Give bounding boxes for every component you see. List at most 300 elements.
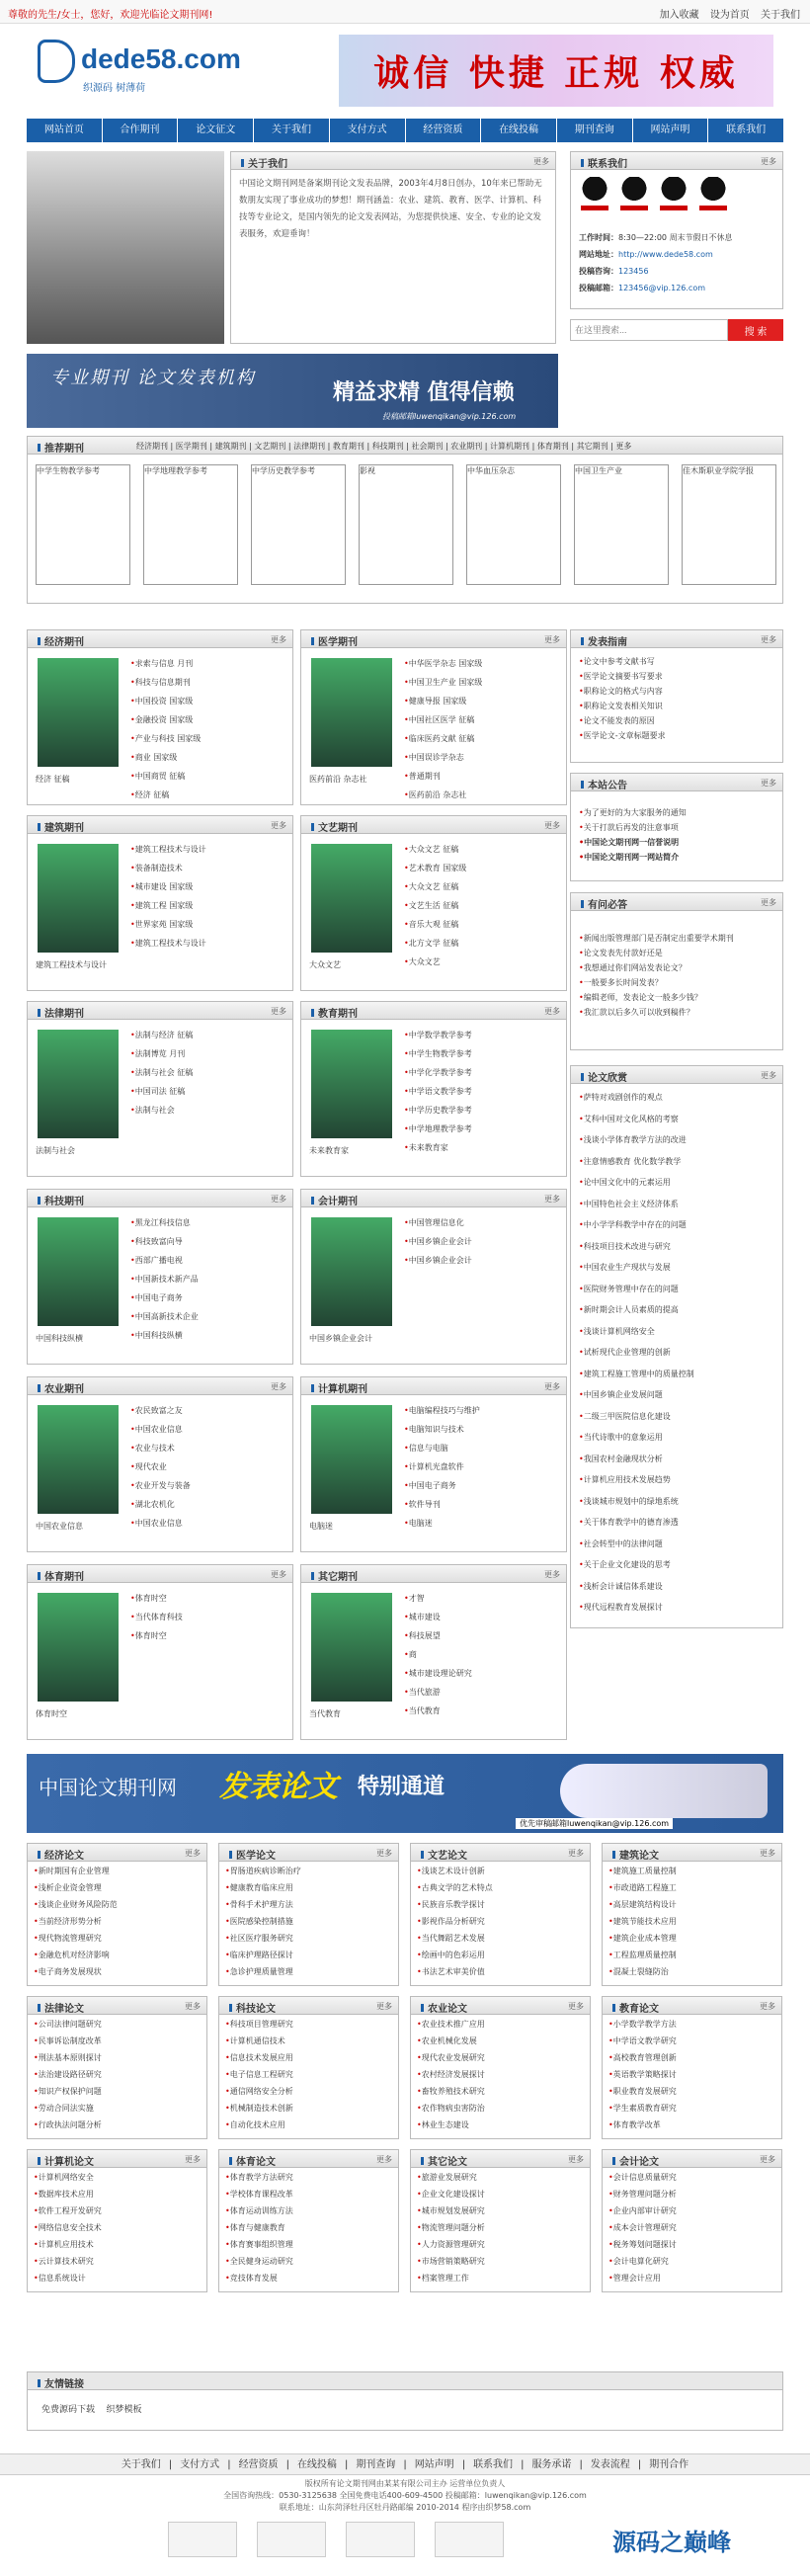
rec-tab[interactable]: 医学期刊 <box>175 442 207 451</box>
journal-item[interactable]: • 建筑工程技术与设计 <box>130 844 286 863</box>
rec-tab[interactable]: 建筑期刊 <box>214 442 247 451</box>
column-more[interactable]: 更多 <box>376 1849 392 1858</box>
notice-item[interactable]: • 关于打款后再发的注意事项 <box>579 822 776 837</box>
journal-item[interactable]: • 中国农业信息 <box>130 1518 286 1537</box>
journal-item[interactable]: • 科技展望 <box>404 1630 560 1649</box>
journal-cover[interactable] <box>311 658 392 767</box>
journal-item[interactable]: • 文艺生活 征稿 <box>404 900 560 919</box>
journal-item[interactable]: • 中国卫生产业 国家级 <box>404 677 560 696</box>
column-more[interactable]: 更多 <box>568 2002 584 2011</box>
journal-item[interactable]: • 商 <box>404 1649 560 1668</box>
journal-item[interactable]: • 产业与科技 国家级 <box>130 733 286 752</box>
article-item[interactable]: • 计算机通信技术 <box>225 2036 392 2052</box>
nav-home[interactable]: 网站首页 <box>27 119 103 142</box>
footer-nav-link[interactable]: 服务承诺 <box>531 2459 572 2470</box>
qq-penguin-icon[interactable] <box>620 177 648 210</box>
article-item[interactable]: • 网络信息安全技术 <box>34 2222 201 2239</box>
footer-nav-link[interactable]: 期刊查询 <box>356 2459 396 2470</box>
article-item[interactable]: • 旅游业发展研究 <box>417 2172 584 2189</box>
journal-cover[interactable] <box>38 1217 119 1326</box>
journal-item[interactable]: • 健康导报 国家级 <box>404 696 560 714</box>
qq-icons[interactable] <box>581 177 778 214</box>
article-item[interactable]: • 浅谈艺术设计创新 <box>417 1866 584 1882</box>
article-item[interactable]: • 行政执法问题分析 <box>34 2119 201 2136</box>
essay-item[interactable]: • 浅谈城市规划中的绿地系统 <box>579 1496 776 1518</box>
faq-item[interactable]: • 新闻出版管理部门是否制定出重要学术期刊 <box>579 933 776 948</box>
journal-item[interactable]: • 中国高新技术企业 <box>130 1311 286 1330</box>
rec-thumb[interactable]: 中华血压杂志 <box>466 464 561 585</box>
footer-nav-link[interactable]: 关于我们 <box>121 2459 161 2470</box>
footer-nav-link[interactable]: 联系我们 <box>473 2459 514 2470</box>
journal-item[interactable]: • 中国投资 国家级 <box>130 696 286 714</box>
journal-item[interactable]: • 中学地理教学参考 <box>404 1123 560 1142</box>
footer-nav-link[interactable]: 期刊合作 <box>649 2459 689 2470</box>
rec-thumb[interactable]: 中学地理教学参考 <box>143 464 238 585</box>
article-item[interactable]: • 财务管理问题分析 <box>608 2189 775 2205</box>
guide-more[interactable]: 更多 <box>761 635 776 644</box>
site-url[interactable]: http://www.dede58.com <box>618 250 713 259</box>
category-more[interactable]: 更多 <box>544 1382 560 1391</box>
mail-address[interactable]: 123456@vip.126.com <box>618 284 706 292</box>
essay-item[interactable]: • 医院财务管理中存在的问题 <box>579 1284 776 1305</box>
essay-item[interactable]: • 关于体育教学中的德育渗透 <box>579 1517 776 1538</box>
guide-item[interactable]: • 论文不能发表的原因 <box>579 715 776 730</box>
essay-item[interactable]: • 我国农村金融现状分析 <box>579 1454 776 1475</box>
journal-item[interactable]: • 音乐大观 征稿 <box>404 919 560 938</box>
rec-tab[interactable]: 教育期刊 <box>332 442 364 451</box>
cover-caption[interactable]: 当代教育 <box>309 1709 341 1718</box>
essay-item[interactable]: • 二级三甲医院信息化建设 <box>579 1411 776 1433</box>
faq-item[interactable]: • 我想通过你们网站发表论文？ <box>579 962 776 977</box>
nav-partner[interactable]: 合作期刊 <box>103 119 179 142</box>
contact-more[interactable]: 更多 <box>761 157 776 166</box>
nav-about[interactable]: 关于我们 <box>254 119 330 142</box>
faq-item[interactable]: • 一般要多长时间发表？ <box>579 977 776 992</box>
journal-item[interactable]: • 科技致富向导 <box>130 1236 286 1255</box>
journal-item[interactable]: • 世界家苑 国家级 <box>130 919 286 938</box>
journal-item[interactable]: • 中国电子商务 <box>130 1292 286 1311</box>
journal-item[interactable]: • 电脑编程技巧与维护 <box>404 1405 560 1424</box>
category-more[interactable]: 更多 <box>544 1007 560 1016</box>
essay-item[interactable]: • 社会转型中的法律问题 <box>579 1538 776 1560</box>
article-item[interactable]: • 软件工程开发研究 <box>34 2205 201 2222</box>
article-item[interactable]: • 当代舞蹈艺术发展 <box>417 1933 584 1950</box>
journal-item[interactable]: • 法制与社会 征稿 <box>130 1067 286 1086</box>
badge-icon[interactable] <box>346 2522 415 2557</box>
category-more[interactable]: 更多 <box>544 1195 560 1204</box>
category-more[interactable]: 更多 <box>544 1570 560 1579</box>
journal-item[interactable]: • 中国商贸 征稿 <box>130 771 286 789</box>
category-more[interactable]: 更多 <box>271 821 286 830</box>
article-item[interactable]: • 书法艺术审美价值 <box>417 1966 584 1983</box>
journal-item[interactable]: • 中学数学教学参考 <box>404 1030 560 1048</box>
article-item[interactable]: • 通信网络安全分析 <box>225 2086 392 2103</box>
nav-query[interactable]: 期刊查询 <box>557 119 633 142</box>
cover-caption[interactable]: 医药前沿 杂志社 <box>309 775 367 784</box>
journal-item[interactable]: • 中学历史教学参考 <box>404 1105 560 1123</box>
journal-item[interactable]: • 计算机光盘软件 <box>404 1461 560 1480</box>
journal-item[interactable]: • 中学化学教学参考 <box>404 1067 560 1086</box>
article-item[interactable]: • 混凝土裂缝防治 <box>608 1966 775 1983</box>
rec-tab[interactable]: 社会期刊 <box>411 442 444 451</box>
journal-item[interactable]: • 北方文学 征稿 <box>404 938 560 956</box>
journal-item[interactable]: • 体育时空 <box>130 1593 286 1612</box>
qq-penguin-icon[interactable] <box>660 177 688 210</box>
article-item[interactable]: • 建筑节能技术应用 <box>608 1916 775 1933</box>
essay-item[interactable]: • 当代诗歌中的意象运用 <box>579 1432 776 1454</box>
article-item[interactable]: • 法治建设路径研究 <box>34 2069 201 2086</box>
footer-nav-link[interactable]: 支付方式 <box>180 2459 220 2470</box>
journal-item[interactable]: • 电脑知识与技术 <box>404 1424 560 1443</box>
faq-item[interactable]: • 论文发表先付款好还是 <box>579 948 776 962</box>
journal-item[interactable]: • 商业 国家级 <box>130 752 286 771</box>
article-item[interactable]: • 市场营销策略研究 <box>417 2256 584 2273</box>
guide-item[interactable]: • 医学论文摘要书写要求 <box>579 671 776 686</box>
article-item[interactable]: • 高校教育管理创新 <box>608 2052 775 2069</box>
journal-item[interactable]: • 中学语文教学参考 <box>404 1086 560 1105</box>
article-item[interactable]: • 建筑企业成本管理 <box>608 1933 775 1950</box>
faq-more[interactable]: 更多 <box>761 898 776 907</box>
column-more[interactable]: 更多 <box>568 2155 584 2164</box>
article-item[interactable]: • 社区医疗服务研究 <box>225 1933 392 1950</box>
article-item[interactable]: • 职业教育发展研究 <box>608 2086 775 2103</box>
article-item[interactable]: • 金融危机对经济影响 <box>34 1950 201 1966</box>
article-item[interactable]: • 小学数学教学方法 <box>608 2019 775 2036</box>
article-item[interactable]: • 成本会计管理研究 <box>608 2222 775 2239</box>
rec-thumb[interactable]: 中国卫生产业 <box>574 464 669 585</box>
article-item[interactable]: • 电子信息工程研究 <box>225 2069 392 2086</box>
journal-cover[interactable] <box>38 658 119 767</box>
journal-item[interactable]: • 法制与社会 <box>130 1105 286 1123</box>
article-item[interactable]: • 机械制造技术创新 <box>225 2103 392 2119</box>
notice-item[interactable]: • 中国论文期刊网一信誉说明 <box>579 837 776 852</box>
journal-item[interactable]: • 城市建设 国家级 <box>130 881 286 900</box>
article-item[interactable]: • 学校体育课程改革 <box>225 2189 392 2205</box>
article-item[interactable]: • 管理会计应用 <box>608 2273 775 2289</box>
journal-item[interactable]: • 艺术教育 国家级 <box>404 863 560 881</box>
article-item[interactable]: • 科技项目管理研究 <box>225 2019 392 2036</box>
bookmark-link[interactable]: 加入收藏 <box>659 10 699 21</box>
guide-item[interactable]: • 论文中参考文献书写 <box>579 656 776 671</box>
journal-item[interactable]: • 求索与信息 月刊 <box>130 658 286 677</box>
essay-item[interactable]: • 萨特对戏剧创作的观点 <box>579 1092 776 1114</box>
journal-item[interactable]: • 农业与技术 <box>130 1443 286 1461</box>
article-item[interactable]: • 档案管理工作 <box>417 2273 584 2289</box>
faq-item[interactable]: • 编辑老师，发表论文一般多少钱？ <box>579 992 776 1007</box>
journal-item[interactable]: • 中国管理信息化 <box>404 1217 560 1236</box>
article-item[interactable]: • 农村经济发展探讨 <box>417 2069 584 2086</box>
article-item[interactable]: • 体育教学改革 <box>608 2119 775 2136</box>
notice-item[interactable]: • 中国论文期刊网一网站简介 <box>579 852 776 867</box>
journal-item[interactable]: • 大众文艺 征稿 <box>404 844 560 863</box>
nav-license[interactable]: 经营资质 <box>406 119 482 142</box>
essay-item[interactable]: • 新时期会计人员素质的提高 <box>579 1304 776 1326</box>
journal-item[interactable]: • 中华医学杂志 国家级 <box>404 658 560 677</box>
journal-item[interactable]: • 当代体育科技 <box>130 1612 286 1630</box>
essay-item[interactable]: • 浅谈计算机网络安全 <box>579 1326 776 1348</box>
friend-link[interactable]: 织梦模板 <box>106 2405 142 2415</box>
journal-item[interactable]: • 中国乡镇企业会计 <box>404 1236 560 1255</box>
article-item[interactable]: • 古典文学的艺术特点 <box>417 1882 584 1899</box>
rec-thumb[interactable]: 影视 <box>359 464 453 585</box>
category-more[interactable]: 更多 <box>271 1570 286 1579</box>
article-item[interactable]: • 高层建筑结构设计 <box>608 1899 775 1916</box>
journal-item[interactable]: • 普通期刊 <box>404 771 560 789</box>
nav-contact[interactable]: 联系我们 <box>726 125 767 135</box>
essay-item[interactable]: • 建筑工程施工管理中的质量控制 <box>579 1369 776 1390</box>
article-item[interactable]: • 企业内部审计研究 <box>608 2205 775 2222</box>
article-item[interactable]: • 农业机械化发展 <box>417 2036 584 2052</box>
journal-item[interactable]: • 黑龙江科技信息 <box>130 1217 286 1236</box>
essay-item[interactable]: • 科技项目技术改进与研究 <box>579 1241 776 1263</box>
journal-item[interactable]: • 现代农业 <box>130 1461 286 1480</box>
category-more[interactable]: 更多 <box>544 821 560 830</box>
journal-item[interactable]: • 城市建设 <box>404 1612 560 1630</box>
article-item[interactable]: • 体育教学方法研究 <box>225 2172 392 2189</box>
footer-nav-link[interactable]: 网站声明 <box>414 2459 454 2470</box>
article-item[interactable]: • 劳动合同法实施 <box>34 2103 201 2119</box>
essay-item[interactable]: • 浅析会计诚信体系建设 <box>579 1581 776 1603</box>
journal-item[interactable]: • 经济 征稿 <box>130 789 286 808</box>
article-item[interactable]: • 体育与健康教育 <box>225 2222 392 2239</box>
rec-thumb[interactable]: 中学生物教学参考 <box>36 464 130 585</box>
journal-item[interactable]: • 中国科技纵横 <box>130 1330 286 1349</box>
column-more[interactable]: 更多 <box>185 1849 201 1858</box>
search-button[interactable]: 搜 索 <box>728 319 783 341</box>
article-item[interactable]: • 体育赛事组织管理 <box>225 2239 392 2256</box>
article-item[interactable]: • 急诊护理质量管理 <box>225 1966 392 1983</box>
journal-cover[interactable] <box>311 1593 392 1702</box>
article-item[interactable]: • 农业技术推广应用 <box>417 2019 584 2036</box>
guide-item[interactable]: • 医学论文-文章标题要求 <box>579 730 776 745</box>
article-item[interactable]: • 会计电算化研究 <box>608 2256 775 2273</box>
nav-payment[interactable]: 支付方式 <box>330 119 406 142</box>
article-item[interactable]: • 浅析企业资金管理 <box>34 1882 201 1899</box>
badge-icon[interactable] <box>168 2522 237 2557</box>
article-item[interactable]: • 骨科手术护理方法 <box>225 1899 392 1916</box>
journal-item[interactable]: • 科技与信息期刊 <box>130 677 286 696</box>
journal-item[interactable]: • 中国误诊学杂志 <box>404 752 560 771</box>
article-item[interactable]: • 计算机应用技术 <box>34 2239 201 2256</box>
rec-tab[interactable]: 文艺期刊 <box>254 442 286 451</box>
journal-item[interactable]: • 建筑工程 国家级 <box>130 900 286 919</box>
column-more[interactable]: 更多 <box>376 2155 392 2164</box>
article-item[interactable]: • 人力资源管理研究 <box>417 2239 584 2256</box>
cover-caption[interactable]: 中国乡镇企业会计 <box>309 1334 372 1343</box>
journal-item[interactable]: • 建筑工程技术与设计 <box>130 938 286 956</box>
journal-item[interactable]: • 中国新技术新产品 <box>130 1274 286 1292</box>
site-logo[interactable] <box>38 36 265 95</box>
cover-caption[interactable]: 电脑迷 <box>309 1522 333 1531</box>
essay-item[interactable]: • 中国乡镇企业发展问题 <box>579 1389 776 1411</box>
essay-item[interactable]: • 计算机应用技术发展趋势 <box>579 1474 776 1496</box>
article-item[interactable]: • 信息技术发展应用 <box>225 2052 392 2069</box>
homepage-link[interactable]: 设为首页 <box>709 10 750 21</box>
article-item[interactable]: • 电子商务发展现状 <box>34 1966 201 1983</box>
journal-cover[interactable] <box>311 844 392 953</box>
column-more[interactable]: 更多 <box>760 2002 775 2011</box>
category-more[interactable]: 更多 <box>271 635 286 644</box>
rec-tab[interactable]: 体育期刊 <box>536 442 569 451</box>
faq-item[interactable]: • 我汇款以后多久可以收到稿件？ <box>579 1007 776 1022</box>
article-item[interactable]: • 民族音乐教学探讨 <box>417 1899 584 1916</box>
article-item[interactable]: • 农作物病虫害防治 <box>417 2103 584 2119</box>
search-input[interactable] <box>570 319 728 341</box>
rec-tab[interactable]: 农业期刊 <box>450 442 483 451</box>
article-item[interactable]: • 中学语文教学研究 <box>608 2036 775 2052</box>
rec-tab[interactable]: 经济期刊 <box>136 442 168 451</box>
article-item[interactable]: • 建筑施工质量控制 <box>608 1866 775 1882</box>
journal-cover[interactable] <box>38 1030 119 1138</box>
journal-cover[interactable] <box>311 1217 392 1326</box>
journal-item[interactable]: • 湖北农机化 <box>130 1499 286 1518</box>
article-item[interactable]: • 胃肠道疾病诊断治疗 <box>225 1866 392 1882</box>
journal-item[interactable]: • 中学生物教学参考 <box>404 1048 560 1067</box>
journal-cover[interactable] <box>311 1405 392 1514</box>
journal-cover[interactable] <box>38 1405 119 1514</box>
about-more[interactable]: 更多 <box>533 157 549 166</box>
article-item[interactable]: • 云计算技术研究 <box>34 2256 201 2273</box>
article-item[interactable]: • 学生素质教育研究 <box>608 2103 775 2119</box>
journal-item[interactable]: • 软件导刊 <box>404 1499 560 1518</box>
notice-item[interactable]: • 为了更好的为大家服务的通知 <box>579 807 776 822</box>
article-item[interactable]: • 临床护理路径探讨 <box>225 1950 392 1966</box>
article-item[interactable]: • 刑法基本原则探讨 <box>34 2052 201 2069</box>
article-item[interactable]: • 工程监理质量控制 <box>608 1950 775 1966</box>
column-more[interactable]: 更多 <box>185 2002 201 2011</box>
badge-icon[interactable] <box>435 2522 504 2557</box>
article-item[interactable]: • 浅谈企业财务风险防范 <box>34 1899 201 1916</box>
journal-item[interactable]: • 大众文艺 <box>404 956 560 975</box>
article-item[interactable]: • 全民健身运动研究 <box>225 2256 392 2273</box>
article-item[interactable]: • 知识产权保护问题 <box>34 2086 201 2103</box>
journal-item[interactable]: • 体育时空 <box>130 1630 286 1649</box>
rec-tab[interactable]: 法律期刊 <box>293 442 326 451</box>
journal-cover[interactable] <box>311 1030 392 1138</box>
essay-item[interactable]: • 浅谈小学体育教学方法的改进 <box>579 1134 776 1156</box>
journal-cover[interactable] <box>38 844 119 953</box>
column-more[interactable]: 更多 <box>376 2002 392 2011</box>
category-more[interactable]: 更多 <box>271 1382 286 1391</box>
about-link[interactable]: 关于我们 <box>761 10 800 21</box>
article-item[interactable]: • 新时期国有企业管理 <box>34 1866 201 1882</box>
article-item[interactable]: • 城市规划发展研究 <box>417 2205 584 2222</box>
category-more[interactable]: 更多 <box>544 635 560 644</box>
category-more[interactable]: 更多 <box>271 1007 286 1016</box>
friend-link[interactable]: 免费源码下载 <box>41 2405 96 2415</box>
essay-item[interactable]: • 艾科中国对文化风格的考察 <box>579 1114 776 1135</box>
nav-submit[interactable]: 在线投稿 <box>481 119 557 142</box>
footer-nav-link[interactable]: 在线投稿 <box>296 2459 337 2470</box>
cover-caption[interactable]: 体育时空 <box>36 1709 67 1718</box>
journal-item[interactable]: • 信息与电脑 <box>404 1443 560 1461</box>
cover-caption[interactable]: 经济 征稿 <box>36 775 70 784</box>
nav-statement[interactable]: 网站声明 <box>633 119 709 142</box>
qq-penguin-icon[interactable] <box>581 177 608 210</box>
journal-item[interactable]: • 金融投资 国家级 <box>130 714 286 733</box>
rec-tab[interactable]: 科技期刊 <box>371 442 404 451</box>
journal-item[interactable]: • 中国社区医学 征稿 <box>404 714 560 733</box>
article-item[interactable]: • 现代农业发展研究 <box>417 2052 584 2069</box>
journal-item[interactable]: • 法制与经济 征稿 <box>130 1030 286 1048</box>
essay-item[interactable]: • 中国特色社会主义经济体系 <box>579 1199 776 1220</box>
article-item[interactable]: • 民事诉讼制度改革 <box>34 2036 201 2052</box>
essay-item[interactable]: • 中国农业生产现状与发展 <box>579 1262 776 1284</box>
essay-item[interactable]: • 中小学学科教学中存在的问题 <box>579 1219 776 1241</box>
article-item[interactable]: • 竞技体育发展 <box>225 2273 392 2289</box>
rec-thumb[interactable]: 中学历史教学参考 <box>251 464 346 585</box>
essay-item[interactable]: • 论中国文化中的元素运用 <box>579 1177 776 1199</box>
column-more[interactable]: 更多 <box>568 1849 584 1858</box>
cover-caption[interactable]: 中国农业信息 <box>36 1522 83 1531</box>
article-item[interactable]: • 税务筹划问题探讨 <box>608 2239 775 2256</box>
journal-item[interactable]: • 临床医药文献 征稿 <box>404 733 560 752</box>
essay-item[interactable]: • 关于企业文化建设的思考 <box>579 1559 776 1581</box>
journal-item[interactable]: • 城市建设理论研究 <box>404 1668 560 1687</box>
rec-tab[interactable]: 计算机期刊 <box>490 442 530 451</box>
article-item[interactable]: • 医院感染控制措施 <box>225 1916 392 1933</box>
article-item[interactable]: • 林业生态建设 <box>417 2119 584 2136</box>
cover-caption[interactable]: 建筑工程技术与设计 <box>36 960 107 969</box>
article-item[interactable]: • 现代物流管理研究 <box>34 1933 201 1950</box>
column-more[interactable]: 更多 <box>760 2155 775 2164</box>
rec-tab[interactable]: 其它期刊 <box>576 442 608 451</box>
journal-item[interactable]: • 中国乡镇企业会计 <box>404 1255 560 1274</box>
article-item[interactable]: • 物流管理问题分析 <box>417 2222 584 2239</box>
essay-item[interactable]: • 注意情感教育 优化数学教学 <box>579 1156 776 1178</box>
journal-item[interactable]: • 中国农业信息 <box>130 1424 286 1443</box>
article-item[interactable]: • 市政道路工程施工 <box>608 1882 775 1899</box>
notice-more[interactable]: 更多 <box>761 779 776 788</box>
qq-penguin-icon[interactable] <box>699 177 727 210</box>
cover-caption[interactable]: 中国科技纵横 <box>36 1334 83 1343</box>
nav-essay[interactable]: 论文征文 <box>178 119 254 142</box>
essay-more[interactable]: 更多 <box>761 1071 776 1080</box>
journal-cover[interactable] <box>38 1593 119 1702</box>
article-item[interactable]: • 企业文化建设探讨 <box>417 2189 584 2205</box>
guide-item[interactable]: • 职称论文发表相关知识 <box>579 701 776 715</box>
journal-item[interactable]: • 才智 <box>404 1593 560 1612</box>
journal-item[interactable]: • 装备制造技术 <box>130 863 286 881</box>
article-item[interactable]: • 计算机网络安全 <box>34 2172 201 2189</box>
guide-item[interactable]: • 职称论文的格式与内容 <box>579 686 776 701</box>
journal-item[interactable]: • 医药前沿 杂志社 <box>404 789 560 808</box>
article-item[interactable]: • 数据库技术应用 <box>34 2189 201 2205</box>
cover-caption[interactable]: 未来教育家 <box>309 1146 349 1155</box>
journal-item[interactable]: • 农业开发与装备 <box>130 1480 286 1499</box>
article-item[interactable]: • 会计信息质量研究 <box>608 2172 775 2189</box>
journal-item[interactable]: • 电脑迷 <box>404 1518 560 1537</box>
journal-item[interactable]: • 农民致富之友 <box>130 1405 286 1424</box>
column-more[interactable]: 更多 <box>760 1849 775 1858</box>
column-more[interactable]: 更多 <box>185 2155 201 2164</box>
journal-item[interactable]: • 当代旅游 <box>404 1687 560 1705</box>
journal-item[interactable]: • 西部广播电视 <box>130 1255 286 1274</box>
article-item[interactable]: • 健康教育临床应用 <box>225 1882 392 1899</box>
article-item[interactable]: • 影视作品分析研究 <box>417 1916 584 1933</box>
article-item[interactable]: • 畜牧养殖技术研究 <box>417 2086 584 2103</box>
footer-nav-link[interactable]: 经营资质 <box>238 2459 279 2470</box>
rec-thumb[interactable]: 佳木斯职业学院学报 <box>682 464 776 585</box>
footer-nav-link[interactable]: 发表流程 <box>590 2459 630 2470</box>
essay-item[interactable]: • 试析现代企业管理的创新 <box>579 1347 776 1369</box>
journal-item[interactable]: • 当代教育 <box>404 1705 560 1724</box>
journal-item[interactable]: • 中国电子商务 <box>404 1480 560 1499</box>
journal-item[interactable]: • 法制博览 月刊 <box>130 1048 286 1067</box>
article-item[interactable]: • 自动化技术应用 <box>225 2119 392 2136</box>
article-item[interactable]: • 公司法律问题研究 <box>34 2019 201 2036</box>
article-item[interactable]: • 英语教学策略探讨 <box>608 2069 775 2086</box>
